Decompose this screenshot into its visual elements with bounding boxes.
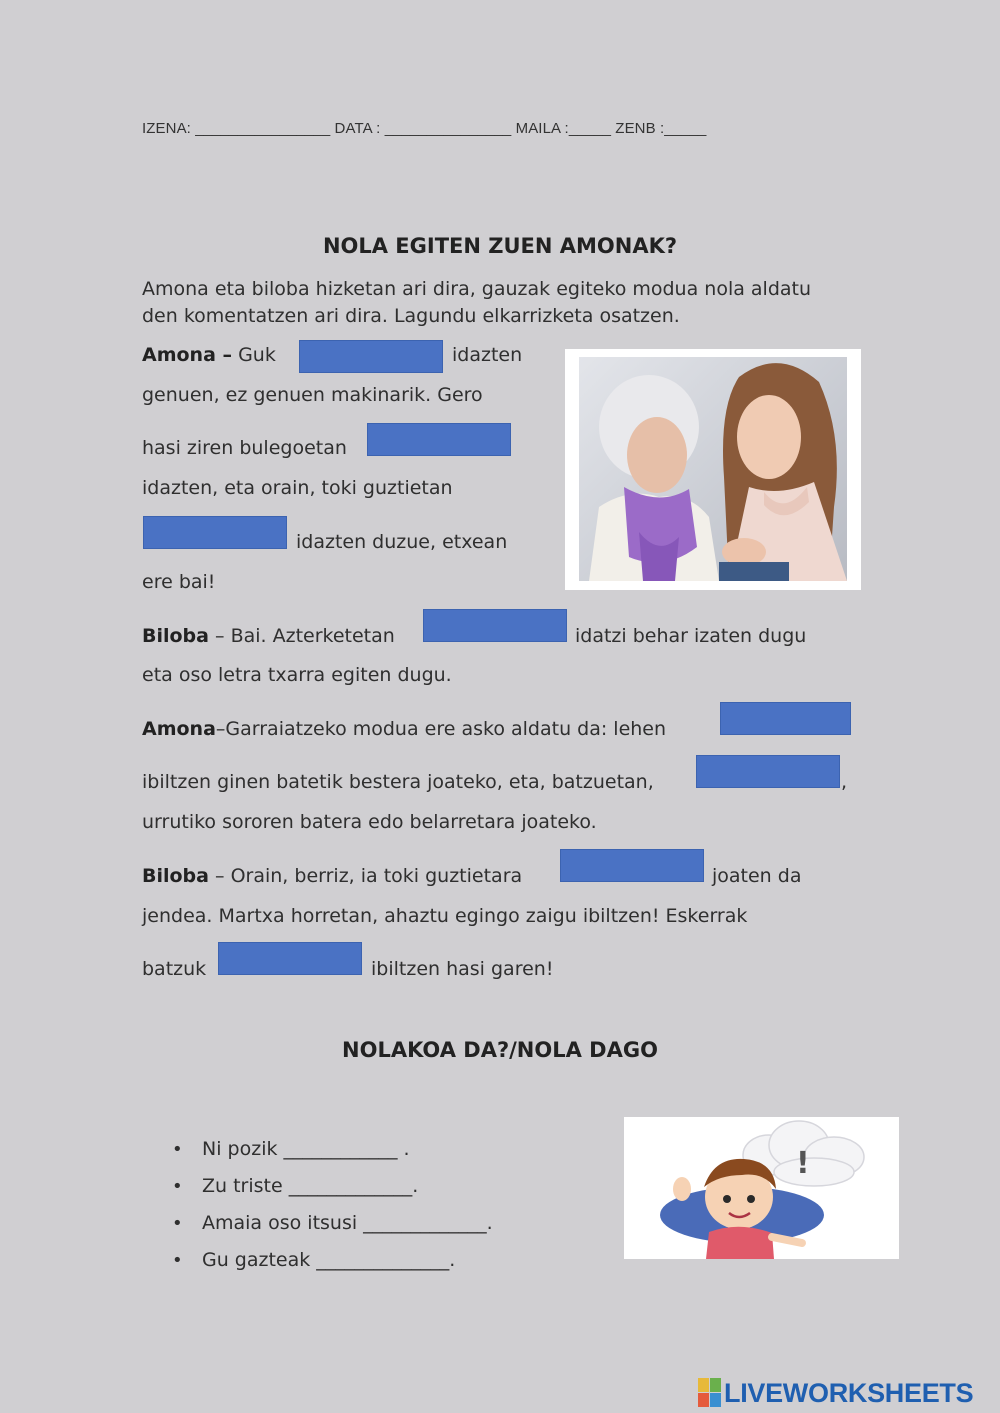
speaker-amona: Amona xyxy=(142,718,216,740)
speaker-biloba: Biloba xyxy=(142,625,209,647)
list-item-text: Zu triste _____________. xyxy=(202,1175,419,1197)
dialog-line-7 xyxy=(142,625,395,647)
thinking-boy-illustration xyxy=(624,1117,899,1259)
liveworksheets-logo-mark xyxy=(698,1378,722,1408)
answer-blank-4[interactable] xyxy=(423,609,567,642)
dialog-text: idazten xyxy=(452,344,523,366)
section-title-amonak: NOLA EGITEN ZUEN AMONAK? xyxy=(322,234,678,258)
section-title-nolakoa: NOLAKOA DA?/NOLA DAGO xyxy=(342,1038,658,1062)
answer-blank-7[interactable] xyxy=(560,849,704,882)
dialog-line-12 xyxy=(142,865,522,887)
list-item-text: Ni pozik ____________ . xyxy=(202,1138,410,1160)
intro-line-2: den komentatzen ari dira. Lagundu elkarrizketa osatzen. xyxy=(142,305,680,327)
dialog-line-9 xyxy=(142,718,666,740)
dialog-line-6: ere bai! xyxy=(142,571,216,593)
answer-blank-6[interactable] xyxy=(696,755,840,788)
dialog-line-5: idazten duzue, etxean xyxy=(296,531,508,553)
dialog-text: idatzi behar izaten dugu xyxy=(575,625,807,647)
exclamation-icon: ! xyxy=(796,1146,810,1181)
dialog-line-4: idazten, eta orain, toki guztietan xyxy=(142,477,453,499)
grandmother-granddaughter-photo xyxy=(579,357,847,581)
photo-frame xyxy=(565,349,861,590)
dialog-text-comma: , xyxy=(841,771,848,793)
list-item xyxy=(172,1135,493,1172)
dialog-text: Guk xyxy=(238,344,276,366)
dialog-line-1 xyxy=(142,344,276,366)
answer-blank-8[interactable] xyxy=(218,942,362,975)
speaker-amona: Amona – xyxy=(142,344,233,366)
list-item-text: Amaia oso itsusi _____________. xyxy=(202,1212,493,1234)
answer-blank-5[interactable] xyxy=(720,702,851,735)
list-item xyxy=(172,1209,493,1246)
list-item xyxy=(172,1172,493,1209)
dialog-text: –Garraiatzeko modua ere asko aldatu da: lehen xyxy=(215,718,667,740)
bullet: • xyxy=(172,1213,183,1234)
dialog-line-8: eta oso letra txarra egiten dugu. xyxy=(142,664,452,686)
student-info-header: IZENA: ________________ DATA : _______________ MAILA :_____ ZENB :_____ xyxy=(142,120,707,137)
bullet: • xyxy=(172,1250,183,1271)
dialog-text: ibiltzen hasi garen! xyxy=(371,958,554,980)
exercise-list xyxy=(172,1135,493,1283)
answer-blank-2[interactable] xyxy=(367,423,511,456)
speaker-biloba: Biloba xyxy=(142,865,209,887)
bullet: • xyxy=(172,1139,183,1160)
list-item xyxy=(172,1246,493,1283)
dialog-text: – Orain, berriz, ia toki guztietara xyxy=(215,865,523,887)
dialog-text: joaten da xyxy=(712,865,802,887)
answer-blank-1[interactable] xyxy=(299,340,443,373)
dialog-text: – Bai. Azterketetan xyxy=(215,625,395,647)
intro-line-1: Amona eta biloba hizketan ari dira, gauzak egiteko modua nola aldatu xyxy=(142,278,812,300)
dialog-line-2: genuen, ez genuen makinarik. Gero xyxy=(142,384,483,406)
list-item-text: Gu gazteak ______________. xyxy=(202,1249,456,1271)
answer-blank-3[interactable] xyxy=(143,516,287,549)
dialog-line-14: batzuk xyxy=(142,958,207,980)
logo-text: LIVEWORKSHEETS xyxy=(724,1378,974,1408)
dialog-line-13: jendea. Martxa horretan, ahaztu egingo zaigu ibiltzen! Eskerrak xyxy=(142,905,748,927)
bullet: • xyxy=(172,1176,183,1197)
dialog-line-10: ibiltzen ginen batetik bestera joateko, eta, batzuetan, xyxy=(142,771,654,793)
dialog-line-11: urrutiko sororen batera edo belarretara joateko. xyxy=(142,811,597,833)
dialog-line-3: hasi ziren bulegoetan xyxy=(142,437,347,459)
